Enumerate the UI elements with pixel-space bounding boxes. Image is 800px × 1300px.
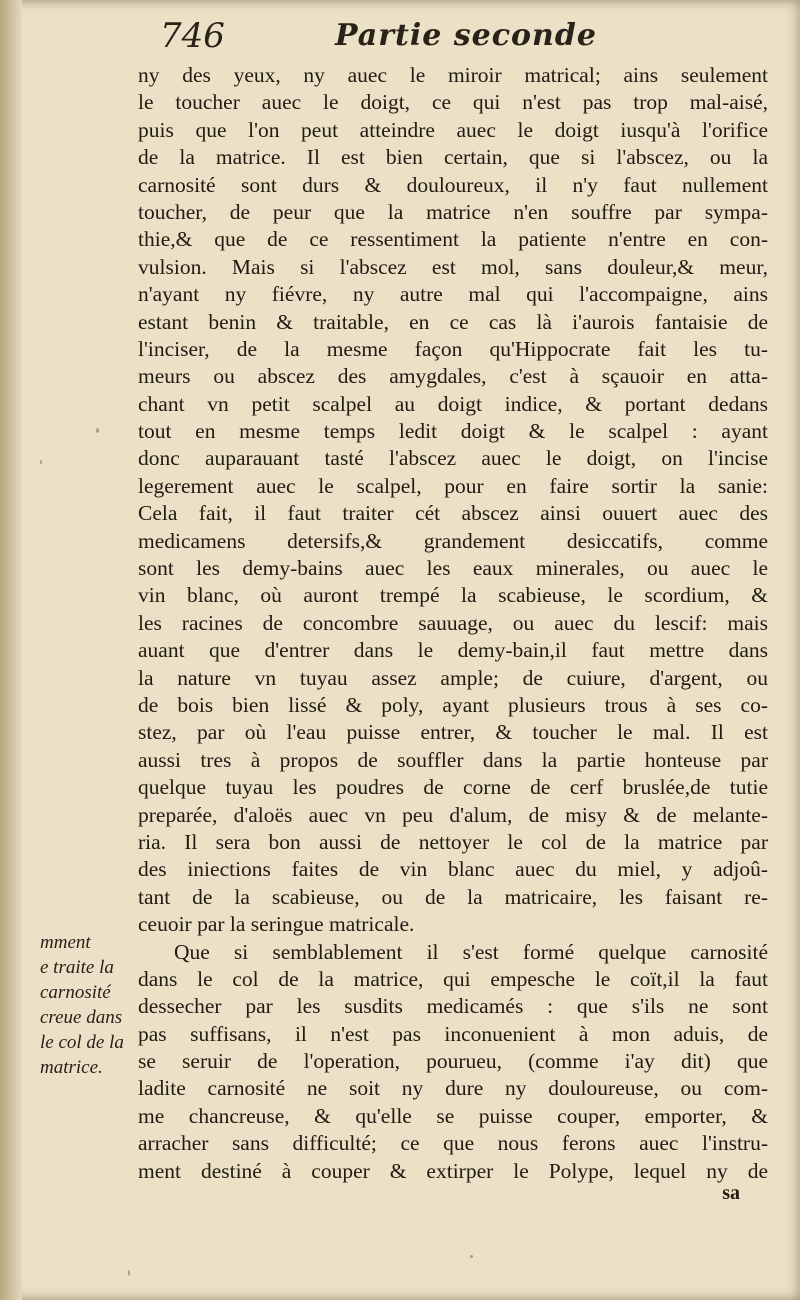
margin-note-line: le col de la bbox=[40, 1032, 124, 1053]
text-line: de la matrice. Il est bien certain, que si l'abscez, ou la bbox=[138, 145, 768, 170]
text-line: preparée, d'aloës auec vn peu d'alum, de misy & de melante- bbox=[138, 802, 768, 827]
text-line: auant que d'entrer dans le demy-bain,il faut mettre dans bbox=[138, 638, 768, 663]
text-line: me chancreuse, & qu'elle se puisse couper, emporter, & bbox=[138, 1103, 768, 1128]
text-line: Cela fait, il faut traiter cét abscez ainsi ouuert auec des bbox=[138, 501, 768, 526]
text-line: tout en mesme temps ledit doigt & le scalpel : ayant bbox=[138, 419, 768, 444]
text-line: puis que l'on peut atteindre auec le doigt iusqu'à l'orifice bbox=[138, 117, 768, 142]
text-line: ria. Il sera bon aussi de nettoyer le col de la matrice par bbox=[138, 829, 768, 854]
page-header bbox=[150, 16, 750, 60]
text-line: carnosité sont durs & douloureux, il n'y faut nullement bbox=[138, 172, 768, 197]
text-line: donc auparauant tasté l'abscez auec le doigt, on l'incise bbox=[138, 446, 768, 471]
text-line: l'inciser, de la mesme façon qu'Hippocrate fait les tu- bbox=[138, 336, 768, 361]
page-number: 746 bbox=[160, 16, 225, 56]
text-line: aussi tres à propos de souffler dans la partie honteuse par bbox=[138, 747, 768, 772]
text-line: se seruir de l'operation, pourueu, (comme i'ay dit) que bbox=[138, 1049, 768, 1074]
body-text bbox=[138, 62, 768, 1185]
text-line: meurs ou abscez des amygdales, c'est à sçauoir en atta- bbox=[138, 364, 768, 389]
text-line: dans le col de la matrice, qui empesche le coït,il la faut bbox=[138, 966, 768, 991]
text-line: tant de la scabieuse, ou de la matricaire, les faisant re- bbox=[138, 884, 768, 909]
text-line: toucher, de peur que la matrice n'en souffre par sympa- bbox=[138, 199, 768, 224]
margin-note-line: e traite la bbox=[40, 957, 114, 978]
text-line: legerement auec le scalpel, pour en faire sortir la sanie: bbox=[138, 473, 768, 498]
text-line: vulsion. Mais si l'abscez est mol, sans douleur,& meur, bbox=[138, 254, 768, 279]
text-line: ladite carnosité ne soit ny dure ny douloureuse, ou com- bbox=[138, 1076, 768, 1101]
margin-note bbox=[40, 930, 140, 1080]
text-line: les racines de concombre sauuage, ou auec du lescif: mais bbox=[138, 610, 768, 635]
margin-note-line: carnosité bbox=[40, 982, 111, 1003]
running-title: Partie seconde bbox=[335, 18, 597, 53]
text-line: Que si semblablement il s'est formé quelque carnosité bbox=[174, 939, 768, 964]
text-line: estant benin & traitable, en ce cas là i'aurois fantaisie de bbox=[138, 309, 768, 334]
text-line: medicamens detersifs,& grandement desiccatifs, comme bbox=[138, 528, 768, 553]
text-line: de bois bien lissé & poly, ayant plusieurs trous à ses co- bbox=[138, 692, 768, 717]
text-line: dessecher par les susdits medicamés : que s'ils ne sont bbox=[138, 994, 768, 1019]
margin-note-line: matrice. bbox=[40, 1057, 103, 1078]
text-line: le toucher auec le doigt, ce qui n'est pas trop mal-aisé, bbox=[138, 90, 768, 115]
text-line: thie,& que de ce ressentiment la patiente n'entre en con- bbox=[138, 227, 768, 252]
text-line: vin blanc, où auront trempé la scabieuse, le scordium, & bbox=[138, 583, 768, 608]
text-line: ny des yeux, ny auec le miroir matrical; ains seulement bbox=[138, 63, 768, 87]
text-line: ment destiné à couper & extirper le Polype, lequel ny de bbox=[138, 1158, 768, 1183]
catchword: sa bbox=[722, 1182, 740, 1204]
text-line: des iniections faites de vin blanc auec du miel, y adjoû- bbox=[138, 857, 768, 882]
margin-note-line: mment bbox=[40, 932, 91, 953]
text-line: ceuoir par la seringue matricale. bbox=[138, 912, 415, 937]
text-line: stez, par où l'eau puisse entrer, & toucher le mal. Il est bbox=[138, 720, 768, 745]
margin-note-line: creue dans bbox=[40, 1007, 123, 1028]
page-gutter bbox=[0, 0, 22, 1300]
text-line: sont les demy-bains auec les eaux minerales, ou auec le bbox=[138, 556, 768, 581]
text-line: chant vn petit scalpel au doigt indice, & portant dedans bbox=[138, 391, 768, 416]
text-line: quelque tuyau les poudres de corne de cerf bruslée,de tutie bbox=[138, 775, 768, 800]
text-line: n'ayant ny fiévre, ny autre mal qui l'accompaigne, ains bbox=[138, 282, 768, 307]
text-line: pas suffisans, il n'est pas inconuenient à mon aduis, de bbox=[138, 1021, 768, 1046]
text-line: la nature vn tuyau assez ample; de cuiure, d'argent, ou bbox=[138, 665, 768, 690]
text-line: arracher sans difficulté; ce que nous ferons auec l'instru- bbox=[138, 1131, 768, 1156]
